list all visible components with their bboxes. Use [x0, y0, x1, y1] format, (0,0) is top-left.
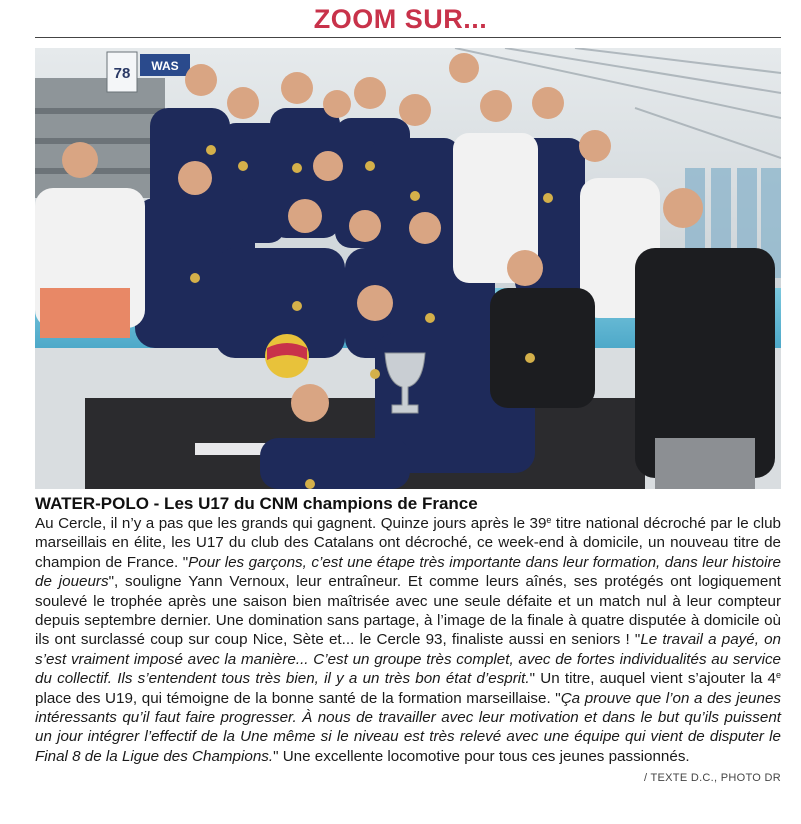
section-title: ZOOM SUR...	[313, 4, 488, 34]
article-text: Au Cercle, il n’y a pas que les grands qui gagnent. Quinze jours après le 39	[35, 515, 547, 532]
article-quote: Pour les garçons, c’est une étape très importante dans leur formation, dans leur histoire de joueurs	[35, 553, 781, 591]
ordinal-suffix: e	[775, 670, 781, 681]
banner-text: WAS	[151, 59, 179, 73]
article-text: ", souligne Yann Vernoux, leur entraîneur. Et comme leurs aînés, ses protégés ont logiquement soulevé le trophée après une saison bien maîtrisée avec une seule défaite et un match nul à leur compteur depuis septembre dernier. Une domination sans partage, à l’image de la finale à quatre disputée à domicile où ils ont surclassé coup sur coup Nice, Sète et... le Cercle 93, finaliste aussi en seniors ! "	[35, 573, 781, 649]
team-photo-icon	[35, 48, 781, 489]
article-text: place des U19, qui témoigne de la bonne santé de la formation marseillaise. "	[35, 689, 561, 707]
scoreboard-number: 78	[113, 65, 131, 82]
article-body	[35, 514, 781, 789]
article-text: " Un titre, auquel vient s’ajouter la 4	[529, 670, 776, 688]
article-text: titre national décroché par le club marseillais en élite, les U17 du club des Catalans ont décroché, ce week-end à domicile, un nouveau titre de champion de France. "	[35, 515, 781, 571]
photo-credit: / TEXTE D.C., PHOTO DR	[644, 772, 781, 785]
article-quote: Ça prouve que l’on a des jeunes intéressants qu’il faut faire progresser. À nous de travailler avec leur motivation et dans le but qu’ils puissent un jour intégrer l’effectif de la Une même si le niveau est très relevé avec une équipe qui vient de disputer le Final 8 de la Ligue des Champions.	[35, 689, 781, 765]
title-divider	[35, 37, 781, 38]
article-text: " Une excellente locomotive pour tous ces jeunes passionnés.	[273, 747, 690, 765]
article-headline: WATER-POLO - Les U17 du CNM champions de France	[35, 494, 478, 513]
team-photo	[35, 48, 781, 489]
article-quote: Le travail a payé, on s’est vraiment imposé avec la manière... C’est un groupe très complet, avec de fortes individualités au service du collectif. Ils s’entendent tous très bien, il y a un très bon état d’esprit.	[35, 631, 781, 688]
ordinal-suffix: e	[546, 515, 552, 525]
